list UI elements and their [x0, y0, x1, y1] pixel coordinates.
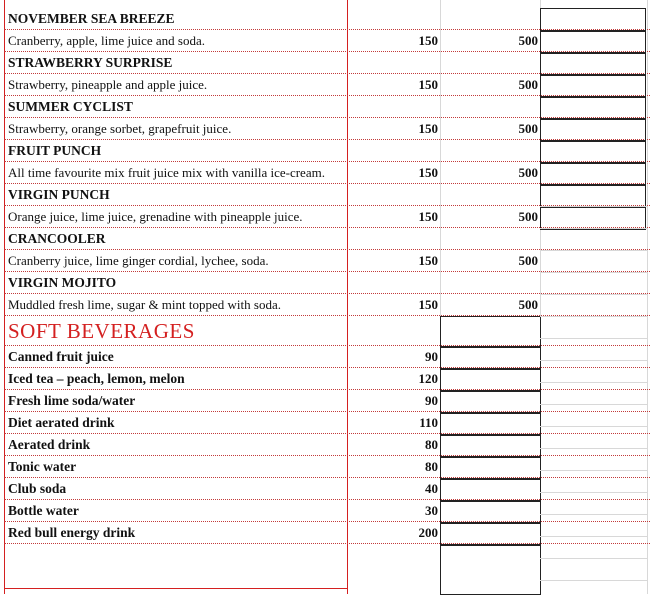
- grid-line: [540, 536, 647, 537]
- beverage-name: Iced tea – peach, lemon, melon: [8, 371, 185, 386]
- drink-name: CRANCOOLER: [8, 231, 106, 246]
- drink-description: Strawberry, orange sorbet, grapefruit juice.: [8, 121, 232, 136]
- entry-box[interactable]: [440, 500, 541, 524]
- beverage-price: 40: [425, 481, 438, 496]
- drink-description: Cranberry, apple, lime juice and soda.: [8, 33, 205, 48]
- beverage-price: 120: [418, 371, 438, 386]
- menu-row: [4, 368, 650, 390]
- beverage-price: 90: [425, 393, 438, 408]
- entry-box[interactable]: [440, 368, 541, 392]
- beverage-name: Diet aerated drink: [8, 415, 115, 430]
- menu-row: [4, 500, 650, 522]
- drink-description: All time favourite mix fruit juice mix with vanilla ice-cream.: [8, 165, 325, 180]
- grid-line: [540, 558, 647, 559]
- beverage-price: 200: [418, 525, 438, 540]
- beverage-price: 30: [425, 503, 438, 518]
- grid-line: [540, 360, 647, 361]
- beverage-name: Tonic water: [8, 459, 77, 474]
- drink-description: Strawberry, pineapple and apple juice.: [8, 77, 208, 92]
- price-glass: 150: [418, 33, 438, 48]
- price-glass: 150: [418, 209, 438, 224]
- menu-row: [4, 272, 650, 294]
- entry-box[interactable]: [540, 140, 646, 164]
- entry-box[interactable]: [540, 162, 646, 186]
- drink-description: Muddled fresh lime, sugar & mint topped with soda.: [8, 297, 281, 312]
- beverage-name: Red bull energy drink: [8, 525, 136, 540]
- grid-line: [540, 514, 647, 515]
- price-jug: 500: [518, 253, 538, 268]
- beverage-name: Aerated drink: [8, 437, 91, 452]
- entry-box[interactable]: [440, 316, 541, 348]
- bottom-border: [4, 588, 348, 589]
- grid-line: [540, 294, 647, 295]
- drink-name: NOVEMBER SEA BREEZE: [8, 11, 175, 26]
- entry-box[interactable]: [540, 30, 646, 54]
- grid-line: [540, 316, 647, 317]
- grid-line: [540, 470, 647, 471]
- price-glass: 150: [418, 77, 438, 92]
- entry-box[interactable]: [540, 96, 646, 120]
- entry-box[interactable]: [440, 522, 541, 546]
- entry-box[interactable]: [540, 52, 646, 76]
- menu-row: [4, 390, 650, 412]
- grid-line: [540, 580, 647, 581]
- grid-line: [540, 206, 647, 207]
- menu-row: [4, 250, 650, 272]
- drink-name: STRAWBERRY SURPRISE: [8, 55, 173, 70]
- drink-description: Cranberry juice, lime ginger cordial, lychee, soda.: [8, 253, 269, 268]
- entry-box[interactable]: [540, 206, 646, 230]
- price-glass: 150: [418, 165, 438, 180]
- entry-box[interactable]: [540, 184, 646, 208]
- entry-box[interactable]: [540, 8, 646, 32]
- price-jug: 500: [518, 297, 538, 312]
- beverage-name: Canned fruit juice: [8, 349, 114, 364]
- grid-line: [540, 338, 647, 339]
- drink-name: FRUIT PUNCH: [8, 143, 102, 158]
- menu-row: [4, 456, 650, 478]
- price-glass: 150: [418, 121, 438, 136]
- menu-row: [4, 478, 650, 500]
- beverage-price: 80: [425, 459, 438, 474]
- grid-line: [540, 426, 647, 427]
- price-jug: 500: [518, 77, 538, 92]
- price-glass: 150: [418, 253, 438, 268]
- price-jug: 500: [518, 121, 538, 136]
- grid-line: [540, 272, 647, 273]
- beverage-name: Club soda: [8, 481, 67, 496]
- menu-row: [4, 412, 650, 434]
- beverage-name: Fresh lime soda/water: [8, 393, 136, 408]
- entry-box[interactable]: [440, 346, 541, 370]
- entry-box[interactable]: [440, 456, 541, 480]
- entry-box[interactable]: [540, 118, 646, 142]
- grid-line: [540, 250, 647, 251]
- entry-box[interactable]: [440, 434, 541, 458]
- beverage-price: 80: [425, 437, 438, 452]
- price-jug: 500: [518, 165, 538, 180]
- entry-box[interactable]: [440, 412, 541, 436]
- drink-description: Orange juice, lime juice, grenadine with pineapple juice.: [8, 209, 303, 224]
- grid-line: [540, 492, 647, 493]
- drink-name: VIRGIN MOJITO: [8, 275, 117, 290]
- entry-box[interactable]: [440, 390, 541, 414]
- beverage-price: 110: [419, 415, 438, 430]
- drink-name: SUMMER CYCLIST: [8, 99, 133, 114]
- section-heading: SOFT BEVERAGES: [8, 319, 195, 343]
- menu-row: [4, 522, 650, 544]
- entry-box[interactable]: [540, 74, 646, 98]
- entry-box[interactable]: [440, 478, 541, 502]
- menu-row: [4, 294, 650, 316]
- menu-row: [4, 346, 650, 368]
- grid-line: [540, 448, 647, 449]
- menu-row: [4, 316, 650, 346]
- grid-line: [540, 382, 647, 383]
- entry-box[interactable]: [440, 544, 541, 595]
- grid-line: [540, 404, 647, 405]
- drink-name: VIRGIN PUNCH: [8, 187, 110, 202]
- menu-row: [4, 228, 650, 250]
- beverage-price: 90: [425, 349, 438, 364]
- menu-row: [4, 544, 650, 574]
- beverage-name: Bottle water: [8, 503, 79, 518]
- price-jug: 500: [518, 209, 538, 224]
- price-jug: 500: [518, 33, 538, 48]
- grid-line: [540, 228, 647, 229]
- menu-row: [4, 434, 650, 456]
- price-glass: 150: [418, 297, 438, 312]
